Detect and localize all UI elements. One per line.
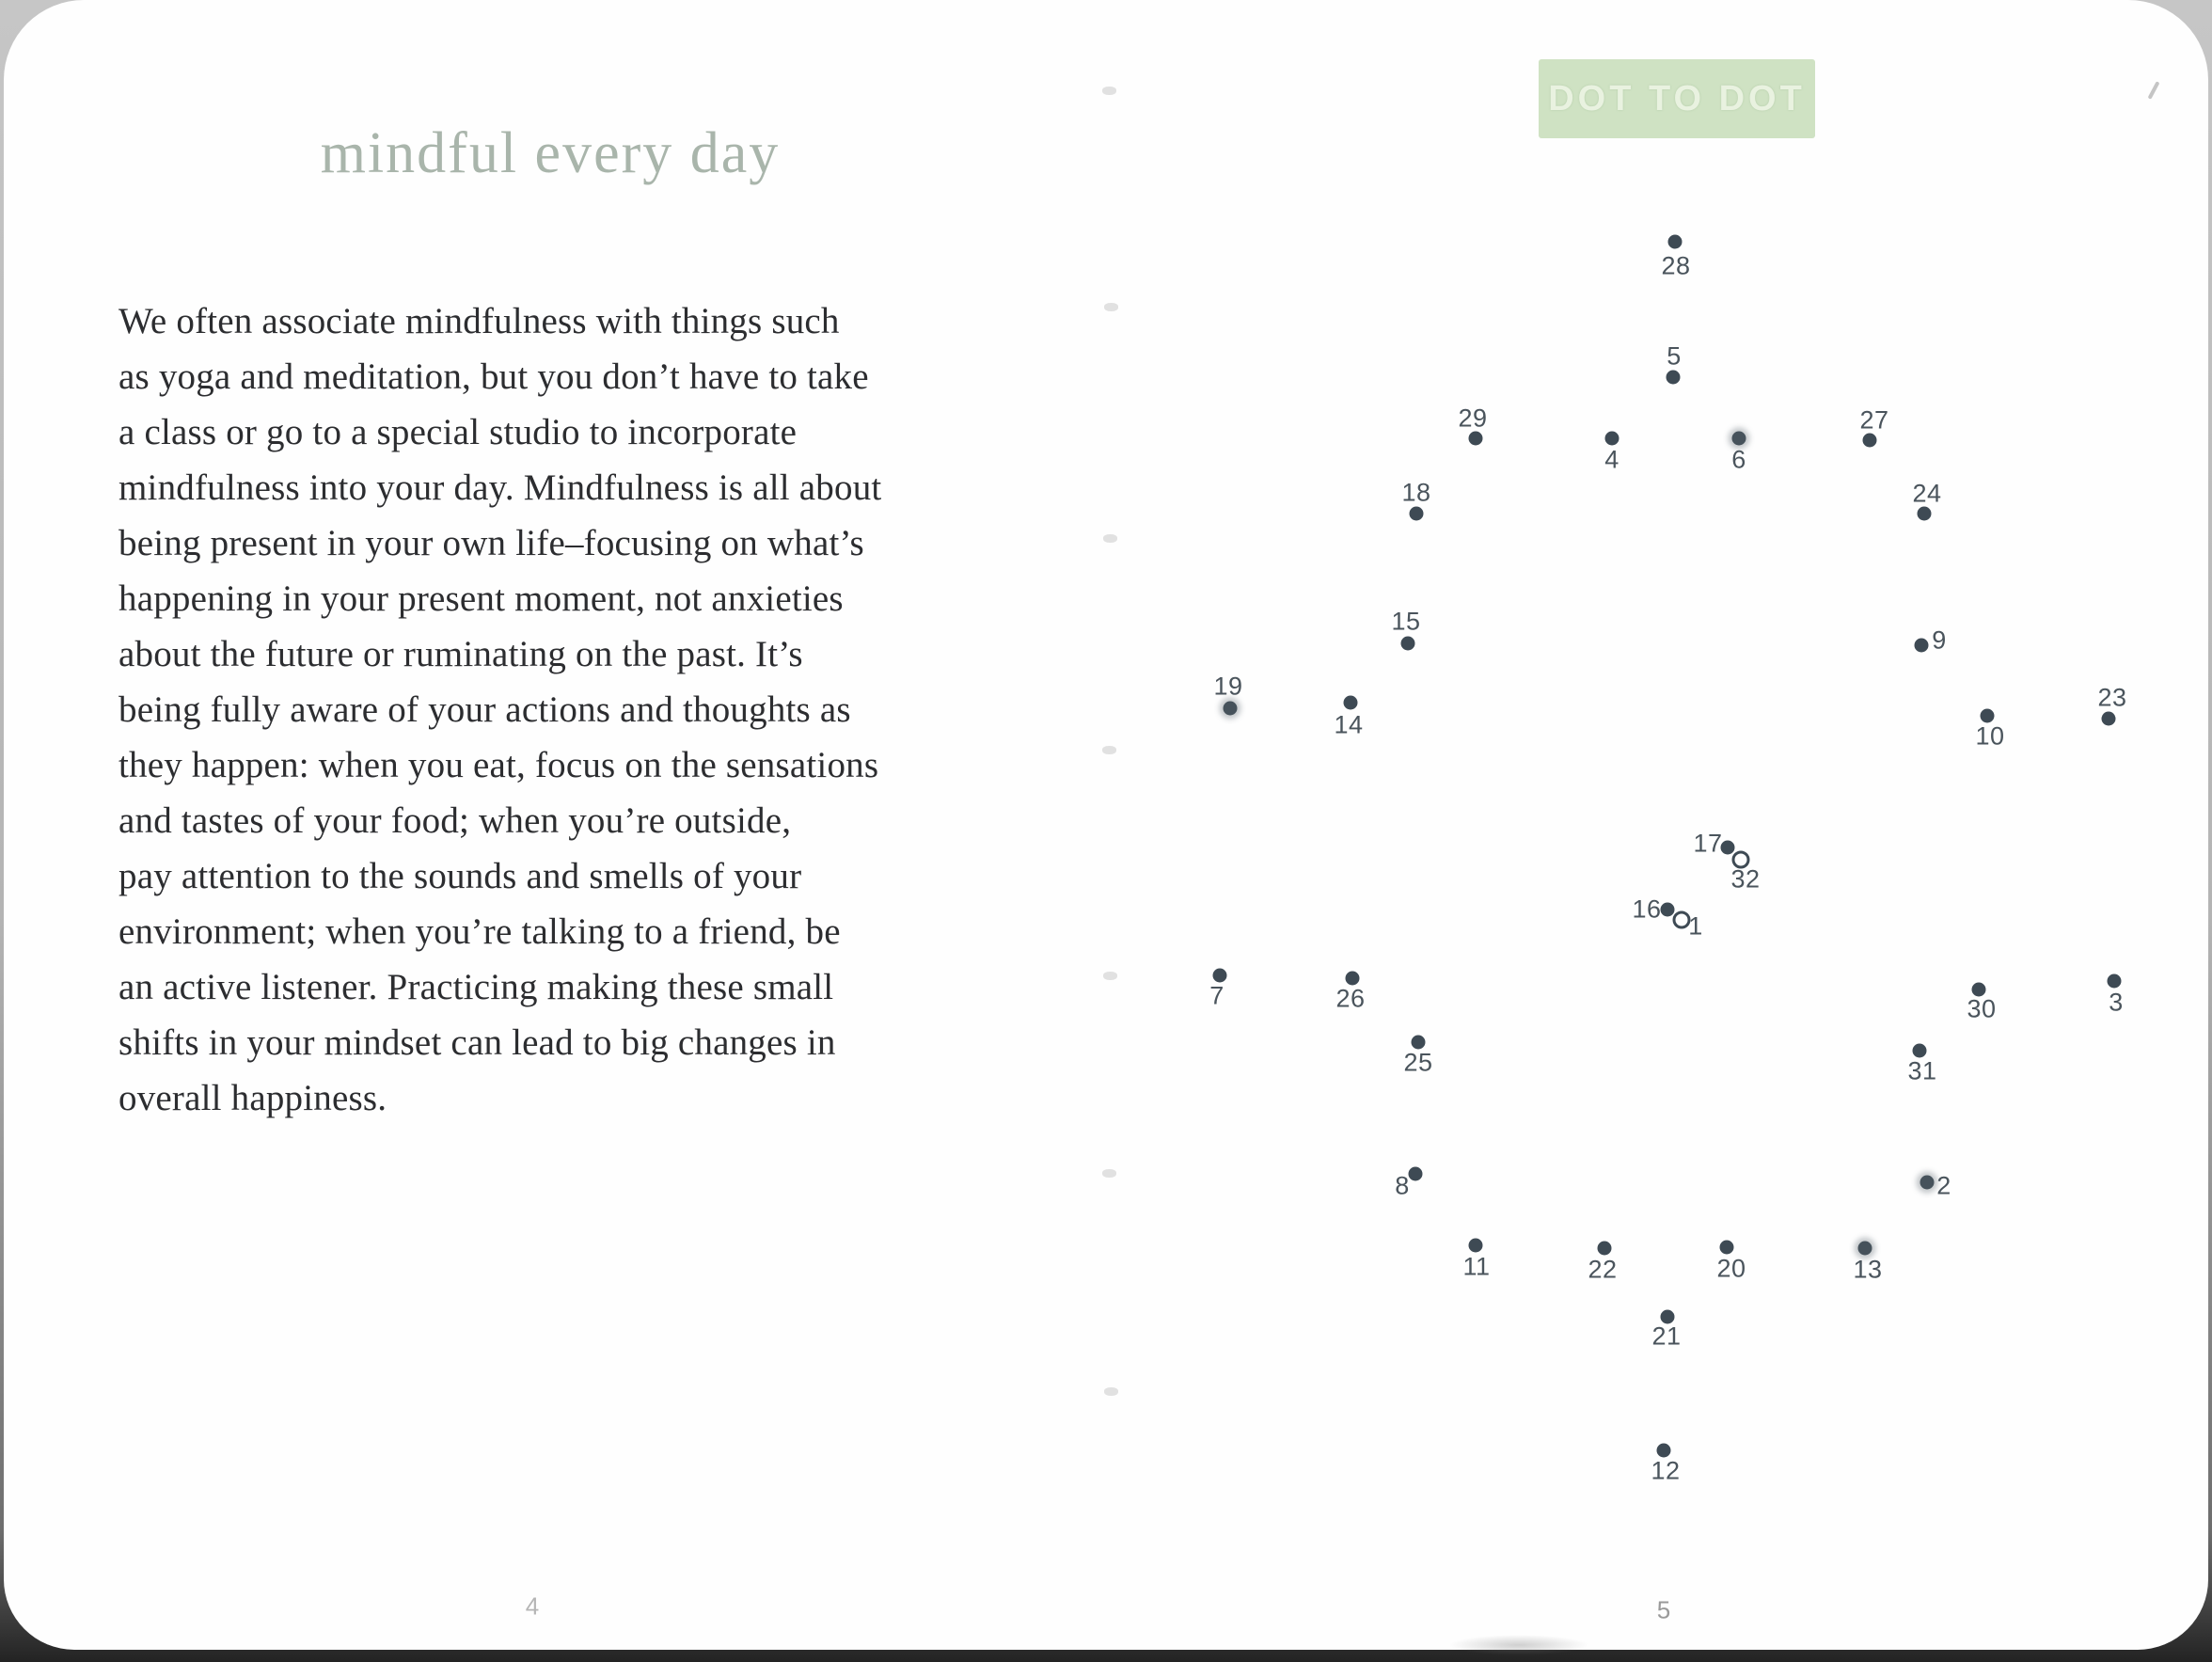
puzzle-dot-29 xyxy=(1469,432,1483,446)
page-number-left: 4 xyxy=(525,1591,540,1621)
puzzle-dot-19 xyxy=(1224,702,1238,716)
puzzle-dot-11 xyxy=(1469,1239,1483,1253)
paragraph-line: they happen: when you eat, focus on the sensations xyxy=(118,745,879,785)
dot-label-10: 10 xyxy=(1975,721,2005,751)
dot-label-17: 17 xyxy=(1693,829,1723,858)
dot-label-1: 1 xyxy=(1688,911,1703,941)
dot-label-13: 13 xyxy=(1853,1255,1883,1284)
dot-label-16: 16 xyxy=(1632,894,1662,924)
dot-label-5: 5 xyxy=(1667,341,1682,371)
puzzle-dot-5 xyxy=(1667,371,1681,385)
puzzle-dot-20 xyxy=(1720,1241,1734,1255)
paragraph-line: an active listener. Practicing making these small xyxy=(118,967,834,1007)
gutter-mark xyxy=(1102,87,1116,95)
dot-label-8: 8 xyxy=(1395,1171,1410,1200)
puzzle-dot-12 xyxy=(1657,1444,1671,1458)
gutter-mark xyxy=(1103,972,1117,980)
puzzle-dot-18 xyxy=(1410,507,1424,521)
dot-label-27: 27 xyxy=(1859,405,1889,435)
puzzle-dot-15 xyxy=(1401,637,1415,651)
puzzle-dot-23 xyxy=(2102,712,2116,726)
dot-label-7: 7 xyxy=(1209,981,1224,1010)
dot-label-14: 14 xyxy=(1334,710,1364,739)
dot-label-21: 21 xyxy=(1651,1322,1682,1351)
dot-label-31: 31 xyxy=(1907,1056,1937,1085)
dot-label-11: 11 xyxy=(1462,1252,1491,1281)
paragraph-line: environment; when you’re talking to a friend, be xyxy=(118,911,841,952)
paragraph-line: overall happiness. xyxy=(118,1078,387,1118)
gutter-mark xyxy=(1104,303,1118,311)
puzzle-dot-7 xyxy=(1213,969,1227,983)
puzzle-dot-22 xyxy=(1598,1242,1612,1256)
paragraph-line: being fully aware of your actions and thoughts as xyxy=(118,689,851,730)
puzzle-dot-27 xyxy=(1863,434,1877,448)
dot-label-3: 3 xyxy=(2109,988,2124,1017)
dot-label-18: 18 xyxy=(1401,478,1431,507)
puzzle-dot-17 xyxy=(1721,841,1735,855)
dot-label-2: 2 xyxy=(1936,1171,1951,1200)
dot-label-23: 23 xyxy=(2097,683,2127,712)
dot-label-4: 4 xyxy=(1604,445,1620,474)
puzzle-dot-14 xyxy=(1344,696,1358,710)
paragraph-line: happening in your present moment, not anxieties xyxy=(118,578,844,619)
puzzle-dot-28 xyxy=(1668,235,1683,249)
paragraph-line: being present in your own life–focusing on what’s xyxy=(118,523,864,563)
paragraph-line: a class or go to a special studio to incorporate xyxy=(118,412,798,452)
paragraph-line: mindfulness into your day. Mindfulness is all about xyxy=(118,467,882,508)
puzzle-dot-2 xyxy=(1920,1176,1935,1190)
dot-label-12: 12 xyxy=(1651,1456,1681,1485)
puzzle-dot-24 xyxy=(1918,507,1932,521)
dot-label-29: 29 xyxy=(1458,404,1488,433)
puzzle-dot-31 xyxy=(1913,1044,1927,1058)
dot-label-22: 22 xyxy=(1588,1255,1618,1284)
gutter-mark xyxy=(1102,1169,1116,1178)
paragraph-line: shifts in your mindset can lead to big changes in xyxy=(118,1022,836,1063)
gutter-mark xyxy=(1102,746,1116,754)
paragraph-line: and tastes of your food; when you’re outside, xyxy=(118,800,792,841)
puzzle-dot-6 xyxy=(1732,432,1746,446)
puzzle-dot-26 xyxy=(1346,972,1360,986)
puzzle-dot-9 xyxy=(1915,639,1929,653)
dot-label-15: 15 xyxy=(1391,607,1421,636)
dot-label-32: 32 xyxy=(1730,864,1761,894)
dot-label-6: 6 xyxy=(1731,445,1746,474)
page-number-right: 5 xyxy=(1656,1595,1671,1624)
dot-label-20: 20 xyxy=(1716,1254,1746,1283)
puzzle-dot-4 xyxy=(1605,432,1620,446)
dot-label-19: 19 xyxy=(1213,672,1243,701)
puzzle-dot-10 xyxy=(1981,709,1995,723)
gutter-mark xyxy=(1104,1387,1118,1396)
puzzle-dot-8 xyxy=(1409,1167,1423,1181)
chapter-title: mindful every day xyxy=(320,121,781,185)
bottom-edge-shadow xyxy=(1448,1635,1589,1655)
dot-to-dot-badge: DOT TO DOT xyxy=(1539,59,1815,138)
puzzle-dot-25 xyxy=(1412,1036,1426,1050)
dot-label-28: 28 xyxy=(1661,251,1691,280)
paragraph-line: We often associate mindfulness with things such xyxy=(118,301,840,341)
puzzle-dot-13 xyxy=(1858,1242,1872,1256)
paragraph-line: as yoga and meditation, but you don’t have to take xyxy=(118,356,869,397)
paragraph-line: pay attention to the sounds and smells of your xyxy=(118,856,802,896)
gutter-mark xyxy=(1103,534,1117,543)
dot-label-30: 30 xyxy=(1967,994,1997,1023)
dot-label-9: 9 xyxy=(1932,625,1947,655)
paragraph-line: about the future or ruminating on the past. It’s xyxy=(118,634,803,674)
puzzle-dot-16 xyxy=(1661,903,1675,917)
dot-label-26: 26 xyxy=(1335,984,1366,1013)
puzzle-dot-3 xyxy=(2108,974,2122,989)
dot-label-25: 25 xyxy=(1403,1048,1433,1077)
dot-label-24: 24 xyxy=(1912,479,1942,508)
